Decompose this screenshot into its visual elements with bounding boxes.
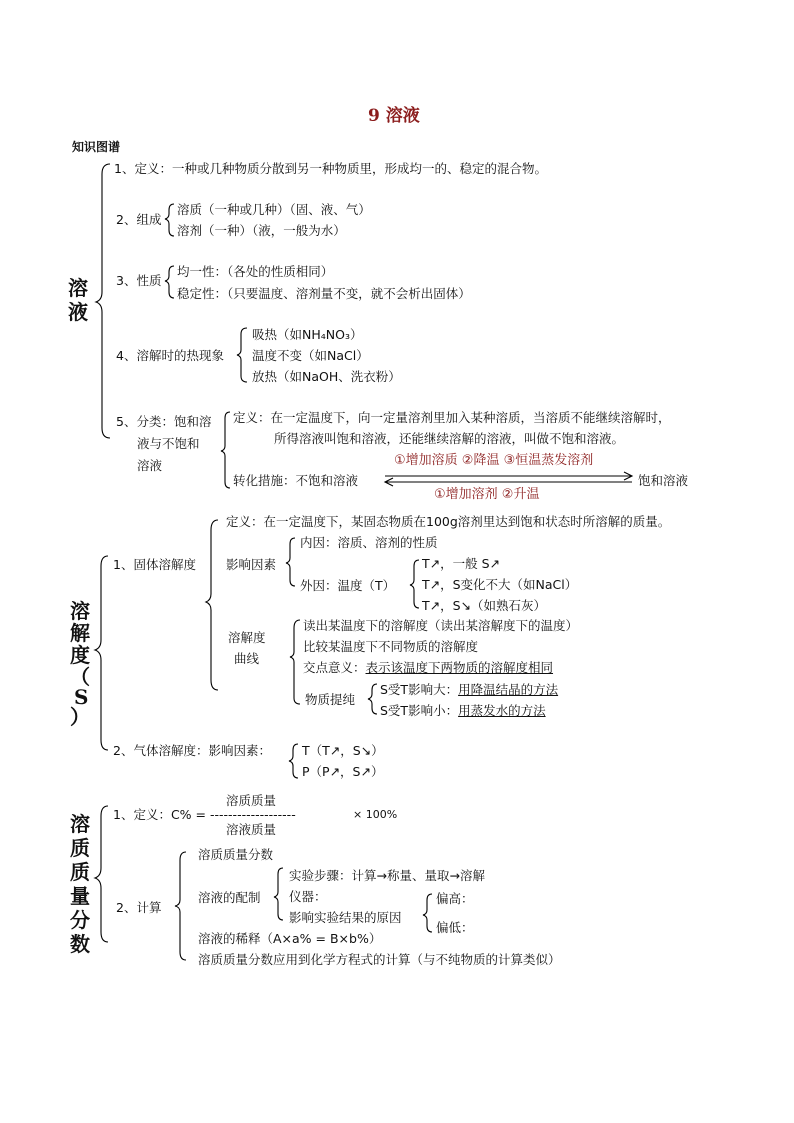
section-label: 知识图谱 xyxy=(72,140,121,154)
preparation-label: 溶液的配制 xyxy=(198,890,261,905)
formula-fraction-bar: ------------------- xyxy=(210,807,296,822)
preparation-steps: 实验步骤：计算→称量、量取→溶解 xyxy=(289,868,485,883)
classification-label: 溶液 xyxy=(137,458,163,473)
section2-heading-char: ） xyxy=(70,705,90,729)
purify-small-method: 用蒸发水的方法 xyxy=(458,703,546,718)
solid-solubility-label: 1、固体溶解度 xyxy=(113,557,196,572)
solution-definition: 1、定义：一种或几种物质分散到另一种物质里，形成均一的、稳定的混合物。 xyxy=(114,161,547,176)
formula-numerator: 溶质质量 xyxy=(226,793,277,808)
uniformity-item: 均一性：（各处的性质相同） xyxy=(177,264,334,279)
gas-factor: P（P↗，S↗） xyxy=(302,764,384,779)
temp-effect: T↗，S↘（如熟石灰） xyxy=(422,598,547,613)
solute-item: 溶质（一种或几种）（固、液、气） xyxy=(177,202,371,217)
factors-label: 影响因素 xyxy=(226,557,277,572)
backward-conditions: ①增加溶剂 ②升温 xyxy=(434,487,540,502)
formula-denominator: 溶液质量 xyxy=(226,822,277,837)
section2-heading-char: 解 xyxy=(70,621,90,645)
composition-label: 2、组成 xyxy=(116,212,162,227)
formula-times-100: × 100% xyxy=(353,808,398,821)
intersection-meaning: 表示该温度下两物质的溶解度相同 xyxy=(365,660,554,675)
temp-effect: T↗，S变化不大（如NaCl） xyxy=(422,577,578,592)
mass-fraction-item: 溶质质量分数 xyxy=(198,847,274,862)
purify-big xyxy=(380,682,558,698)
section3-heading-char: 质 xyxy=(70,836,90,860)
thermal-item: 温度不变（如NaCl） xyxy=(252,348,369,363)
external-factor: 外因：温度（T） xyxy=(300,578,396,593)
section2-heading-char: （ xyxy=(70,665,90,689)
saturation-definition: 定义：在一定温度下，向一定量溶剂里加入某种溶质，当溶质不能继续溶解时， xyxy=(233,410,671,425)
gas-factor: T（T↗，S↘） xyxy=(302,743,384,758)
purify-label: 物质提纯 xyxy=(305,692,356,707)
solubility-definition: 定义：在一定温度下，某固态物质在100g溶剂里达到饱和状态时所溶解的质量。 xyxy=(226,514,671,529)
error-high: 偏高： xyxy=(436,891,474,906)
saturated-solution: 饱和溶液 xyxy=(638,473,689,488)
section2-heading-char: 度 xyxy=(70,643,90,667)
thermal-item: 放热（如NaOH、洗衣粉） xyxy=(252,369,401,384)
classification-label: 液与不饱和 xyxy=(137,436,200,451)
solvent-item: 溶剂（一种）（液，一般为水） xyxy=(177,223,346,238)
thermal-item: 吸热（如NH₄NO₃） xyxy=(252,327,363,342)
instruments-item: 仪器： xyxy=(289,889,327,904)
dilution-item: 溶液的稀释（A×a% = B×b%） xyxy=(198,931,382,946)
thermal-label: 4、溶解时的热现象 xyxy=(116,348,224,363)
purify-big-prefix: S受T影响大： xyxy=(380,682,459,697)
section1-heading-char: 溶 xyxy=(68,276,88,300)
section3-heading-char: 量 xyxy=(70,884,90,908)
curve-label: 溶解度 xyxy=(228,630,266,645)
page-title: 9 溶液 xyxy=(368,106,420,126)
curve-read: 读出某温度下的溶解度（读出某溶解度下的温度） xyxy=(303,618,579,633)
purify-small-prefix: S受T影响小： xyxy=(380,703,459,718)
gas-solubility-label: 2、气体溶解度：影响因素： xyxy=(113,743,271,758)
saturation-definition: 所得溶液叫饱和溶液，还能继续溶解的溶液，叫做不饱和溶液。 xyxy=(274,431,625,446)
purify-big-method: 用降温结晶的方法 xyxy=(458,682,559,697)
section2-heading-char: 溶 xyxy=(70,599,90,623)
mass-fraction-definition: 1、定义：C% = xyxy=(113,807,207,822)
intersection-prefix: 交点意义： xyxy=(303,660,366,675)
section3-heading-char: 质 xyxy=(70,860,90,884)
curve-label: 曲线 xyxy=(234,651,260,666)
curve-compare: 比较某温度下不同物质的溶解度 xyxy=(303,639,479,654)
section3-heading-char: 分 xyxy=(70,908,90,932)
section3-heading-char: 数 xyxy=(70,932,90,956)
error-low: 偏低： xyxy=(436,920,474,935)
forward-conditions: ①增加溶质 ②降温 ③恒温蒸发溶剂 xyxy=(394,453,594,468)
application-item: 溶质质量分数应用到化学方程式的计算（与不纯物质的计算类似） xyxy=(198,952,561,967)
error-causes-item: 影响实验结果的原因 xyxy=(289,910,402,925)
temp-effect: T↗，一般 S↗ xyxy=(422,556,500,571)
section1-heading-char: 液 xyxy=(68,300,88,324)
property-label: 3、性质 xyxy=(116,273,162,288)
classification-label: 5、分类：饱和溶 xyxy=(116,414,212,429)
internal-factor: 内因：溶质、溶剂的性质 xyxy=(300,535,438,550)
stability-item: 稳定性：（只要温度、溶剂量不变，就不会析出固体） xyxy=(177,286,471,301)
conversion-measures-label: 转化措施：不饱和溶液 xyxy=(233,473,359,488)
section2-heading-char: S xyxy=(74,685,89,709)
purify-small xyxy=(380,703,546,719)
calculation-label: 2、计算 xyxy=(116,900,162,915)
section3-heading-char: 溶 xyxy=(70,812,90,836)
intersection-line xyxy=(303,660,553,676)
